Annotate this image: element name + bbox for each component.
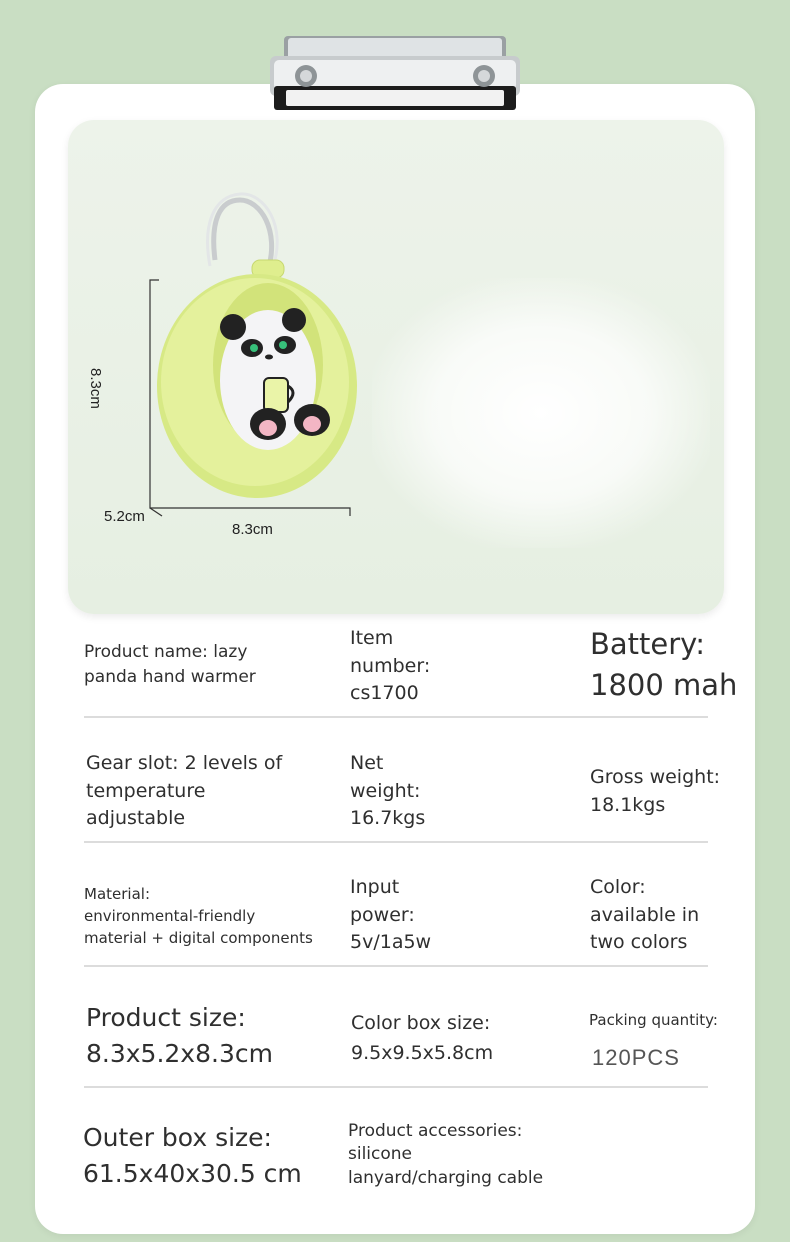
separator: [84, 1086, 708, 1088]
outer-box-size-spec: Outer box size: 61.5x40x30.5 cm: [83, 1123, 302, 1188]
input-power-spec: Input power: 5v/1a5w: [350, 876, 432, 954]
panda-hand-warmer-image: [140, 190, 370, 520]
packing-quantity-spec: Packing quantity: 120PCS: [589, 1011, 718, 1070]
net-weight-spec: Net weight: 16.7kgs: [350, 752, 426, 830]
gear-slot-spec: Gear slot: 2 levels of temperature adjustable: [86, 752, 283, 830]
separator: [84, 716, 708, 718]
binder-clip-icon: [268, 34, 522, 112]
battery-spec: Battery: 1800 mah: [590, 627, 738, 702]
separator: [84, 841, 708, 843]
color-box-size-spec: Color box size: 9.5x9.5x5.8cm: [351, 1012, 494, 1065]
height-dimension-label: 8.3cm: [87, 368, 104, 409]
product-name-spec: Product name: lazy panda hand warmer: [84, 642, 256, 687]
color-spec: Color: available in two colors: [590, 876, 700, 954]
width-dimension-label: 8.3cm: [232, 521, 273, 538]
gross-weight-spec: Gross weight: 18.1kgs: [590, 766, 721, 816]
product-size-spec: Product size: 8.3x5.2x8.3cm: [86, 1003, 273, 1068]
accessories-spec: Product accessories: silicone lanyard/charging cable: [348, 1121, 544, 1188]
separator: [84, 965, 708, 967]
background-glow: [372, 278, 710, 548]
item-number-spec: Item number: cs1700: [350, 627, 431, 705]
material-spec: Material: environmental-friendly material + digital components: [84, 885, 313, 947]
depth-dimension-label: 5.2cm: [104, 508, 145, 525]
